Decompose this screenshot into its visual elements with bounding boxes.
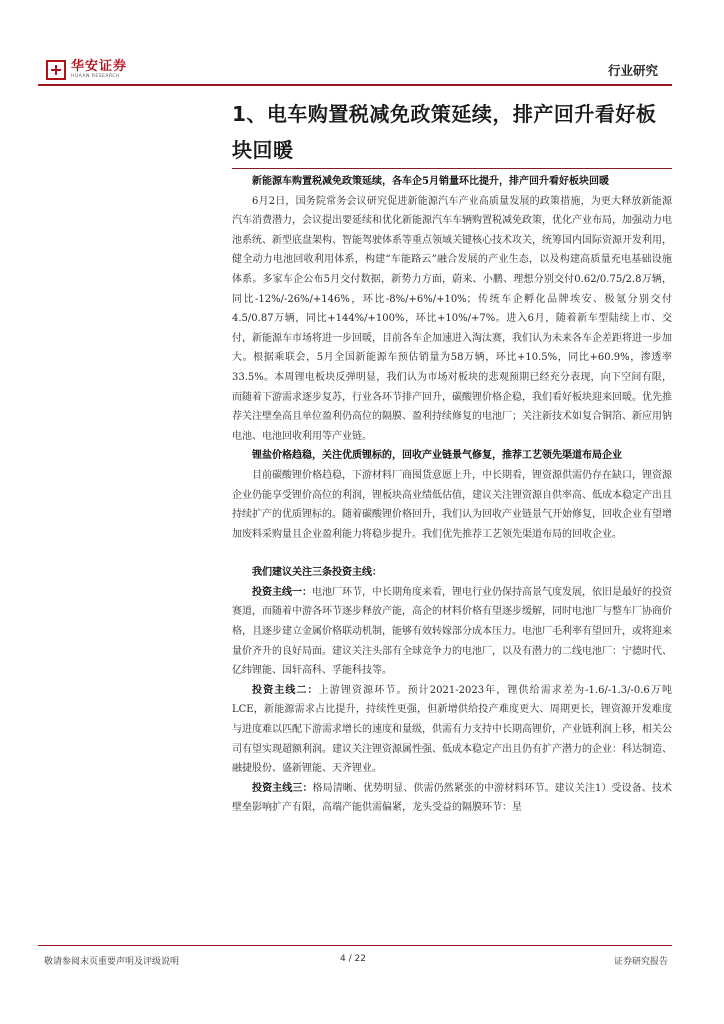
investment-line-1 bbox=[232, 583, 672, 681]
investment-line-2-label: 投资主线二： bbox=[252, 684, 319, 696]
page-number: 4 / 22 bbox=[340, 954, 366, 964]
section-3-heading: 我们建议关注三条投资主线： bbox=[252, 567, 382, 579]
logo-cn-text: 华安证券 bbox=[71, 59, 128, 75]
section-2-heading: 锂盐价格趋稳，关注优质锂标的，回收产业链景气修复，推荐工艺领先渠道布局企业 bbox=[252, 450, 622, 462]
disclaimer-note: 敬请参阅末页重要声明及评级说明 bbox=[44, 957, 180, 967]
logo-en-text: HUAAN RESEARCH bbox=[71, 74, 120, 80]
investment-line-2 bbox=[232, 681, 672, 779]
title-divider bbox=[232, 168, 672, 169]
section-title: 1、电车购置税减免政策延续，排产回升看好板块回暖 bbox=[232, 102, 657, 162]
investment-line-1-text: 电池厂环节，中长期角度来看，锂电行业仍保持高景气度发展，依旧是最好的投资赛道，而随着中游各环节逐步释放产能，高企的材料价格有望逐步缓解，同时电池厂与整车厂协商价格，且逐步建立金属价格联动机制，能够有效转嫁部分成本压力。电池厂毛利率有望回升，或将迎来量价齐升的良好局面。建议关注头部有全球竞争力的电池厂，以及有潜力的二线电池厂：宁德时代、亿纬锂能、国轩高科、孚能科技等。 bbox=[232, 586, 672, 677]
section-2-paragraph: 目前碳酸锂价格趋稳，下游材料厂商囤货意愿上升，中长期看，锂资源供需仍存在缺口，锂资源企业仍能享受锂价高位的利润，锂板块高业绩低估值，建议关注锂资源自供率高、低成本稳定产出且持续扩产的优质锂标的。随着碳酸锂价格回升，我们认为回收产业链景气开始修复，回收企业有望增加废料采购量且企业盈利能力将稳步提升。我们优先推荐工艺领先渠道布局的回收企业。 bbox=[232, 469, 672, 540]
investment-line-2-text: 上游锂资源环节。预计2021-2023年，锂供给需求差为-1.6/-1.3/-0.6万吨LCE，新能源需求占比提升，持续性更强，但新增供给投产难度更大、周期更长，锂资源开发难度与进度难以匹配下游需求增长的速度和量级，供需有力支持中长期高锂价，产业链利润上移，相关公司有望实现超额利润。建议关注锂资源属性强、低成本稳定产出且仍有扩产潜力的企业：科达制造、融捷股份、盛新锂能、天齐锂业。 bbox=[232, 684, 672, 775]
section-1-heading: 新能源车购置税减免政策延续，各车企5月销量环比提升，排产回升看好板块回暖 bbox=[252, 176, 609, 187]
investment-line-1-label: 投资主线一： bbox=[252, 586, 312, 598]
header-divider bbox=[38, 84, 672, 86]
investment-line-3 bbox=[232, 779, 672, 818]
report-type: 证券研究报告 bbox=[613, 957, 668, 967]
investment-line-3-label: 投资主线三： bbox=[252, 782, 313, 794]
report-body bbox=[232, 172, 672, 818]
section-1-paragraph: 6月2日，国务院常务会议研究促进新能源汽车产业高质量发展的政策措施，为更大释放新能源汽车消费潜力，会议提出要延续和优化新能源汽车车辆购置税减免政策，优化产业布局，加强动力电池系统、新型底盘架构、智能驾驶体系等重点领域关键核心技术攻关，统筹国内国际资源开发利用，健全动力电池回收利用体系，构建“车能路云”融合发展的产业生态，以及构建高质量充电基础设施体系。多家车企公布5月交付数据，新势力方面，蔚来、小鹏、理想分别交付0.62/0.75/2.8万辆，同比-12%/-26%/+146%，环比-8%/+6%/+10%；传统车企孵化品牌埃安、极氪分别交付4.5/0.87万辆，同比+144%/+100%，环比+10%/+7%。进入6月，随着新车型陆续上市、交付，新能源车市场将进一步回暖，目前各车企加速进入淘汰赛，我们认为未来各车企差距将进一步加大。根据乘联会，5月全国新能源车预估销量为58万辆，环比+10.5%，同比+60.9%，渗透率33.5%。本周锂电板块反弹明显，我们认为市场对板块的悲观预期已经充分表现，向下空间有限，而随着下游需求逐步复苏，行业各环节排产回升，碳酸锂价格企稳，我们看好板块迎来回暖。优先推荐关注壁垒高且单位盈利仍高位的隔膜、盈利持续修复的电池厂；关注新技术如复合铜箔、新应用钠电池、电池回收利用等产业链。 bbox=[232, 195, 672, 442]
page-header bbox=[38, 58, 672, 88]
footer-divider bbox=[38, 945, 672, 946]
logo-seal-icon bbox=[46, 60, 66, 80]
investment-line-3-text: 格局清晰、优势明显、供需仍然紧张的中游材料环节。建议关注1）受设备、技术壁垒影响扩产有限，高端产能供需偏紧，龙头受益的隔膜环节：星 bbox=[232, 782, 672, 814]
company-logo bbox=[46, 60, 127, 80]
report-category: 行业研究 bbox=[607, 63, 658, 78]
